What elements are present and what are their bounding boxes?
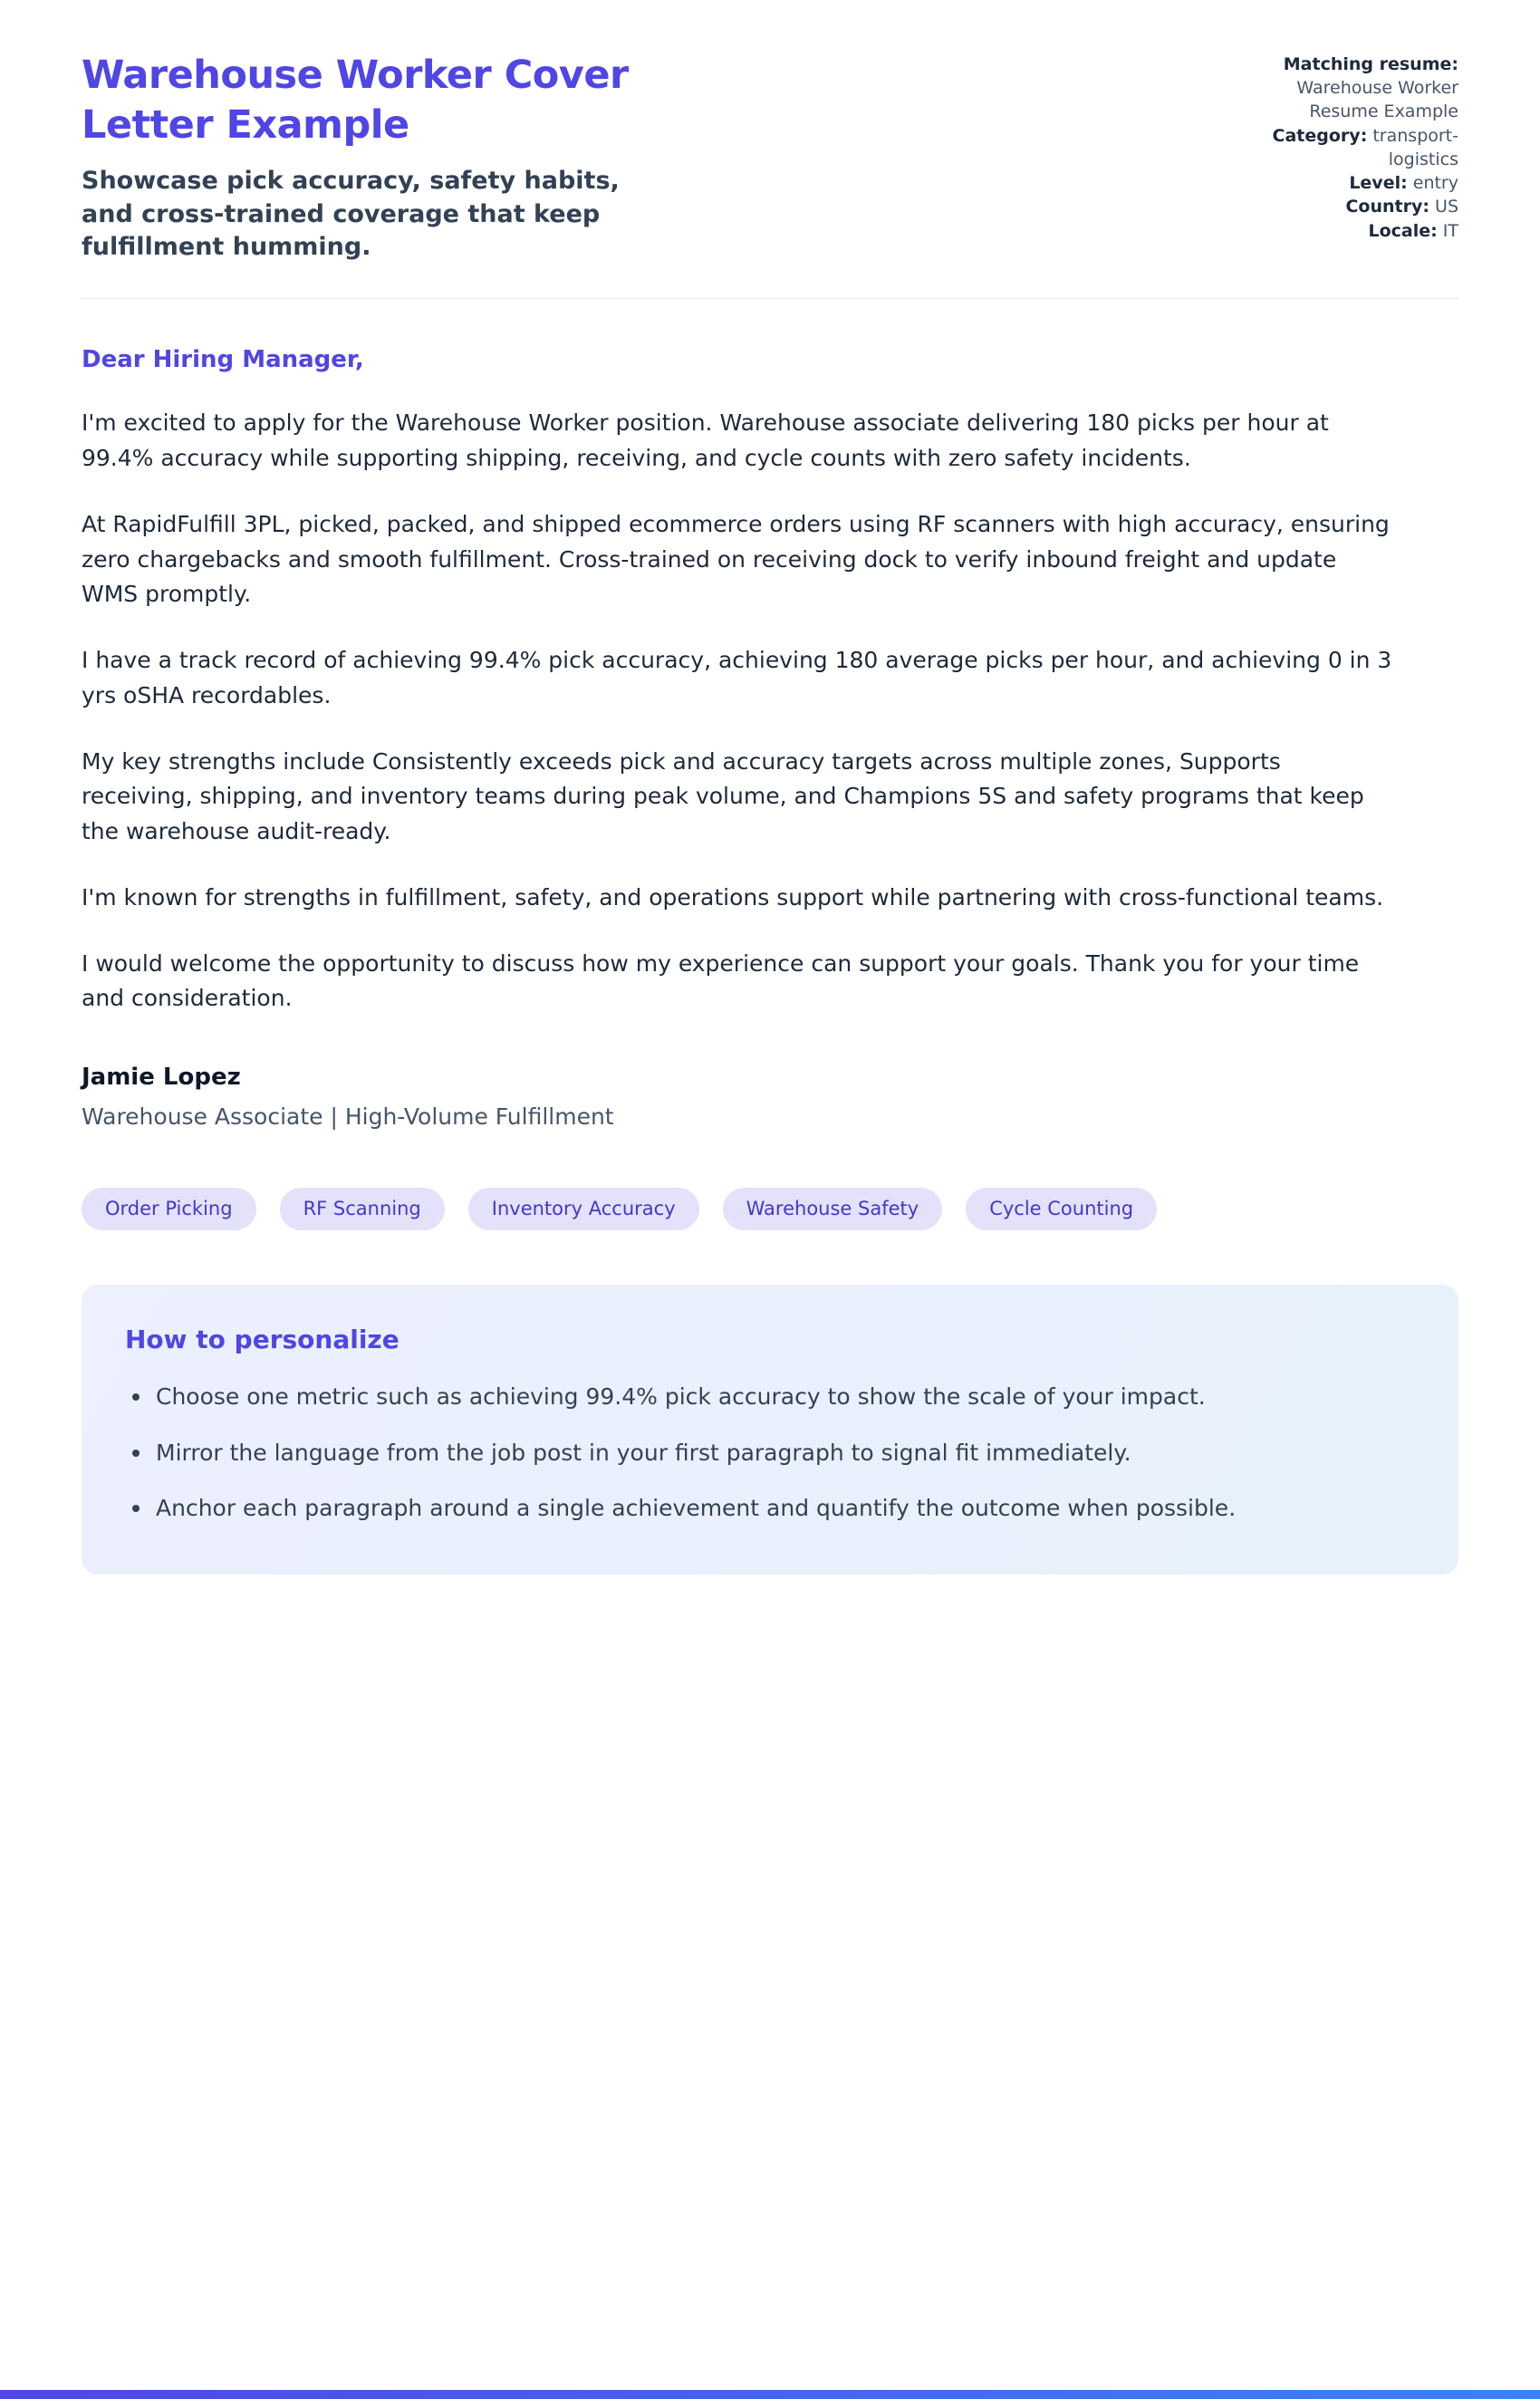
- cover-letter-body: [82, 346, 1458, 1130]
- meta-value: US: [1435, 197, 1458, 217]
- meta-value: IT: [1442, 220, 1458, 241]
- meta-panel: [1264, 51, 1458, 243]
- personalize-tip: Anchor each paragraph around a single achievement and quantify the outcome when possible.: [125, 1491, 1375, 1526]
- skill-tag: Cycle Counting: [966, 1188, 1157, 1230]
- meta-label: Level:: [1349, 173, 1408, 194]
- meta-value: Warehouse Worker Resume Example: [1296, 78, 1458, 122]
- signature-block: [82, 1064, 1458, 1130]
- meta-row-level: [1264, 171, 1458, 195]
- meta-row-locale: [1264, 219, 1458, 243]
- meta-label: Country:: [1345, 197, 1429, 217]
- meta-row-category: [1264, 124, 1458, 171]
- footer-accent-bar: [0, 2390, 1540, 2399]
- skill-tag: Order Picking: [82, 1188, 256, 1230]
- personalize-heading: How to personalize: [125, 1325, 399, 1355]
- meta-label: Locale:: [1368, 220, 1438, 241]
- meta-value: transport-logistics: [1372, 125, 1458, 169]
- letter-paragraph: I would welcome the opportunity to discuss how my experience can support your goals. Thank you for your time and consideration.: [82, 949, 1360, 1012]
- header-title-block: [82, 51, 1264, 264]
- personalize-tips-list: [125, 1380, 1415, 1526]
- personalize-tip: Choose one metric such as achieving 99.4% pick accuracy to show the scale of your impact.: [125, 1380, 1375, 1414]
- letter-paragraph: I'm excited to apply for the Warehouse Worker position. Warehouse associate delivering 180 picks per hour at 99.4% accuracy while supporting shipping, receiving, and cycle counts with zero safety incidents.: [82, 409, 1329, 472]
- letter-paragraph: My key strengths include Consistently exceeds pick and accuracy targets across multiple zones, Supports receiving, shipping, and inventory teams during peak volume, and Champions 5S and safety programs that keep the warehouse audit-ready.: [82, 747, 1364, 845]
- letter-paragraph: At RapidFulfill 3PL, picked, packed, and shipped ecommerce orders using RF scanners with high accuracy, ensuring zero chargebacks and smooth fulfillment. Cross-trained on receiving dock to verify inbound freight and update WMS promptly.: [82, 510, 1390, 608]
- skill-tags: [82, 1188, 1458, 1230]
- signature-title: Warehouse Associate | High-Volume Fulfillment: [82, 1103, 614, 1131]
- meta-row-matching-resume: [1264, 53, 1458, 124]
- salutation: Dear Hiring Manager,: [82, 346, 364, 374]
- skill-tag: Warehouse Safety: [723, 1188, 943, 1230]
- personalize-card: [82, 1285, 1458, 1575]
- personalize-tip: Mirror the language from the job post in your first paragraph to signal fit immediately.: [125, 1436, 1375, 1470]
- letter-paragraph: I have a track record of achieving 99.4% pick accuracy, achieving 180 average picks per hour, and achieving 0 in 3 yrs oSHA recordables.: [82, 647, 1392, 708]
- signature-name: Jamie Lopez: [82, 1064, 241, 1092]
- header: [82, 51, 1458, 264]
- page-subtitle: Showcase pick accuracy, safety habits, and cross-trained coverage that keep fulfillment humming.: [82, 167, 620, 261]
- letter-paragraph: I'm known for strengths in fulfillment, safety, and operations support while partnering with cross-functional teams.: [82, 883, 1384, 910]
- divider: [82, 298, 1458, 299]
- skill-tag: Inventory Accuracy: [468, 1188, 699, 1230]
- meta-row-country: [1264, 195, 1458, 218]
- meta-label: Matching resume:: [1283, 54, 1458, 74]
- skill-tag: RF Scanning: [280, 1188, 445, 1230]
- page-title: Warehouse Worker Cover Letter Example: [82, 53, 629, 149]
- meta-label: Category:: [1272, 125, 1368, 146]
- meta-value: entry: [1412, 173, 1458, 194]
